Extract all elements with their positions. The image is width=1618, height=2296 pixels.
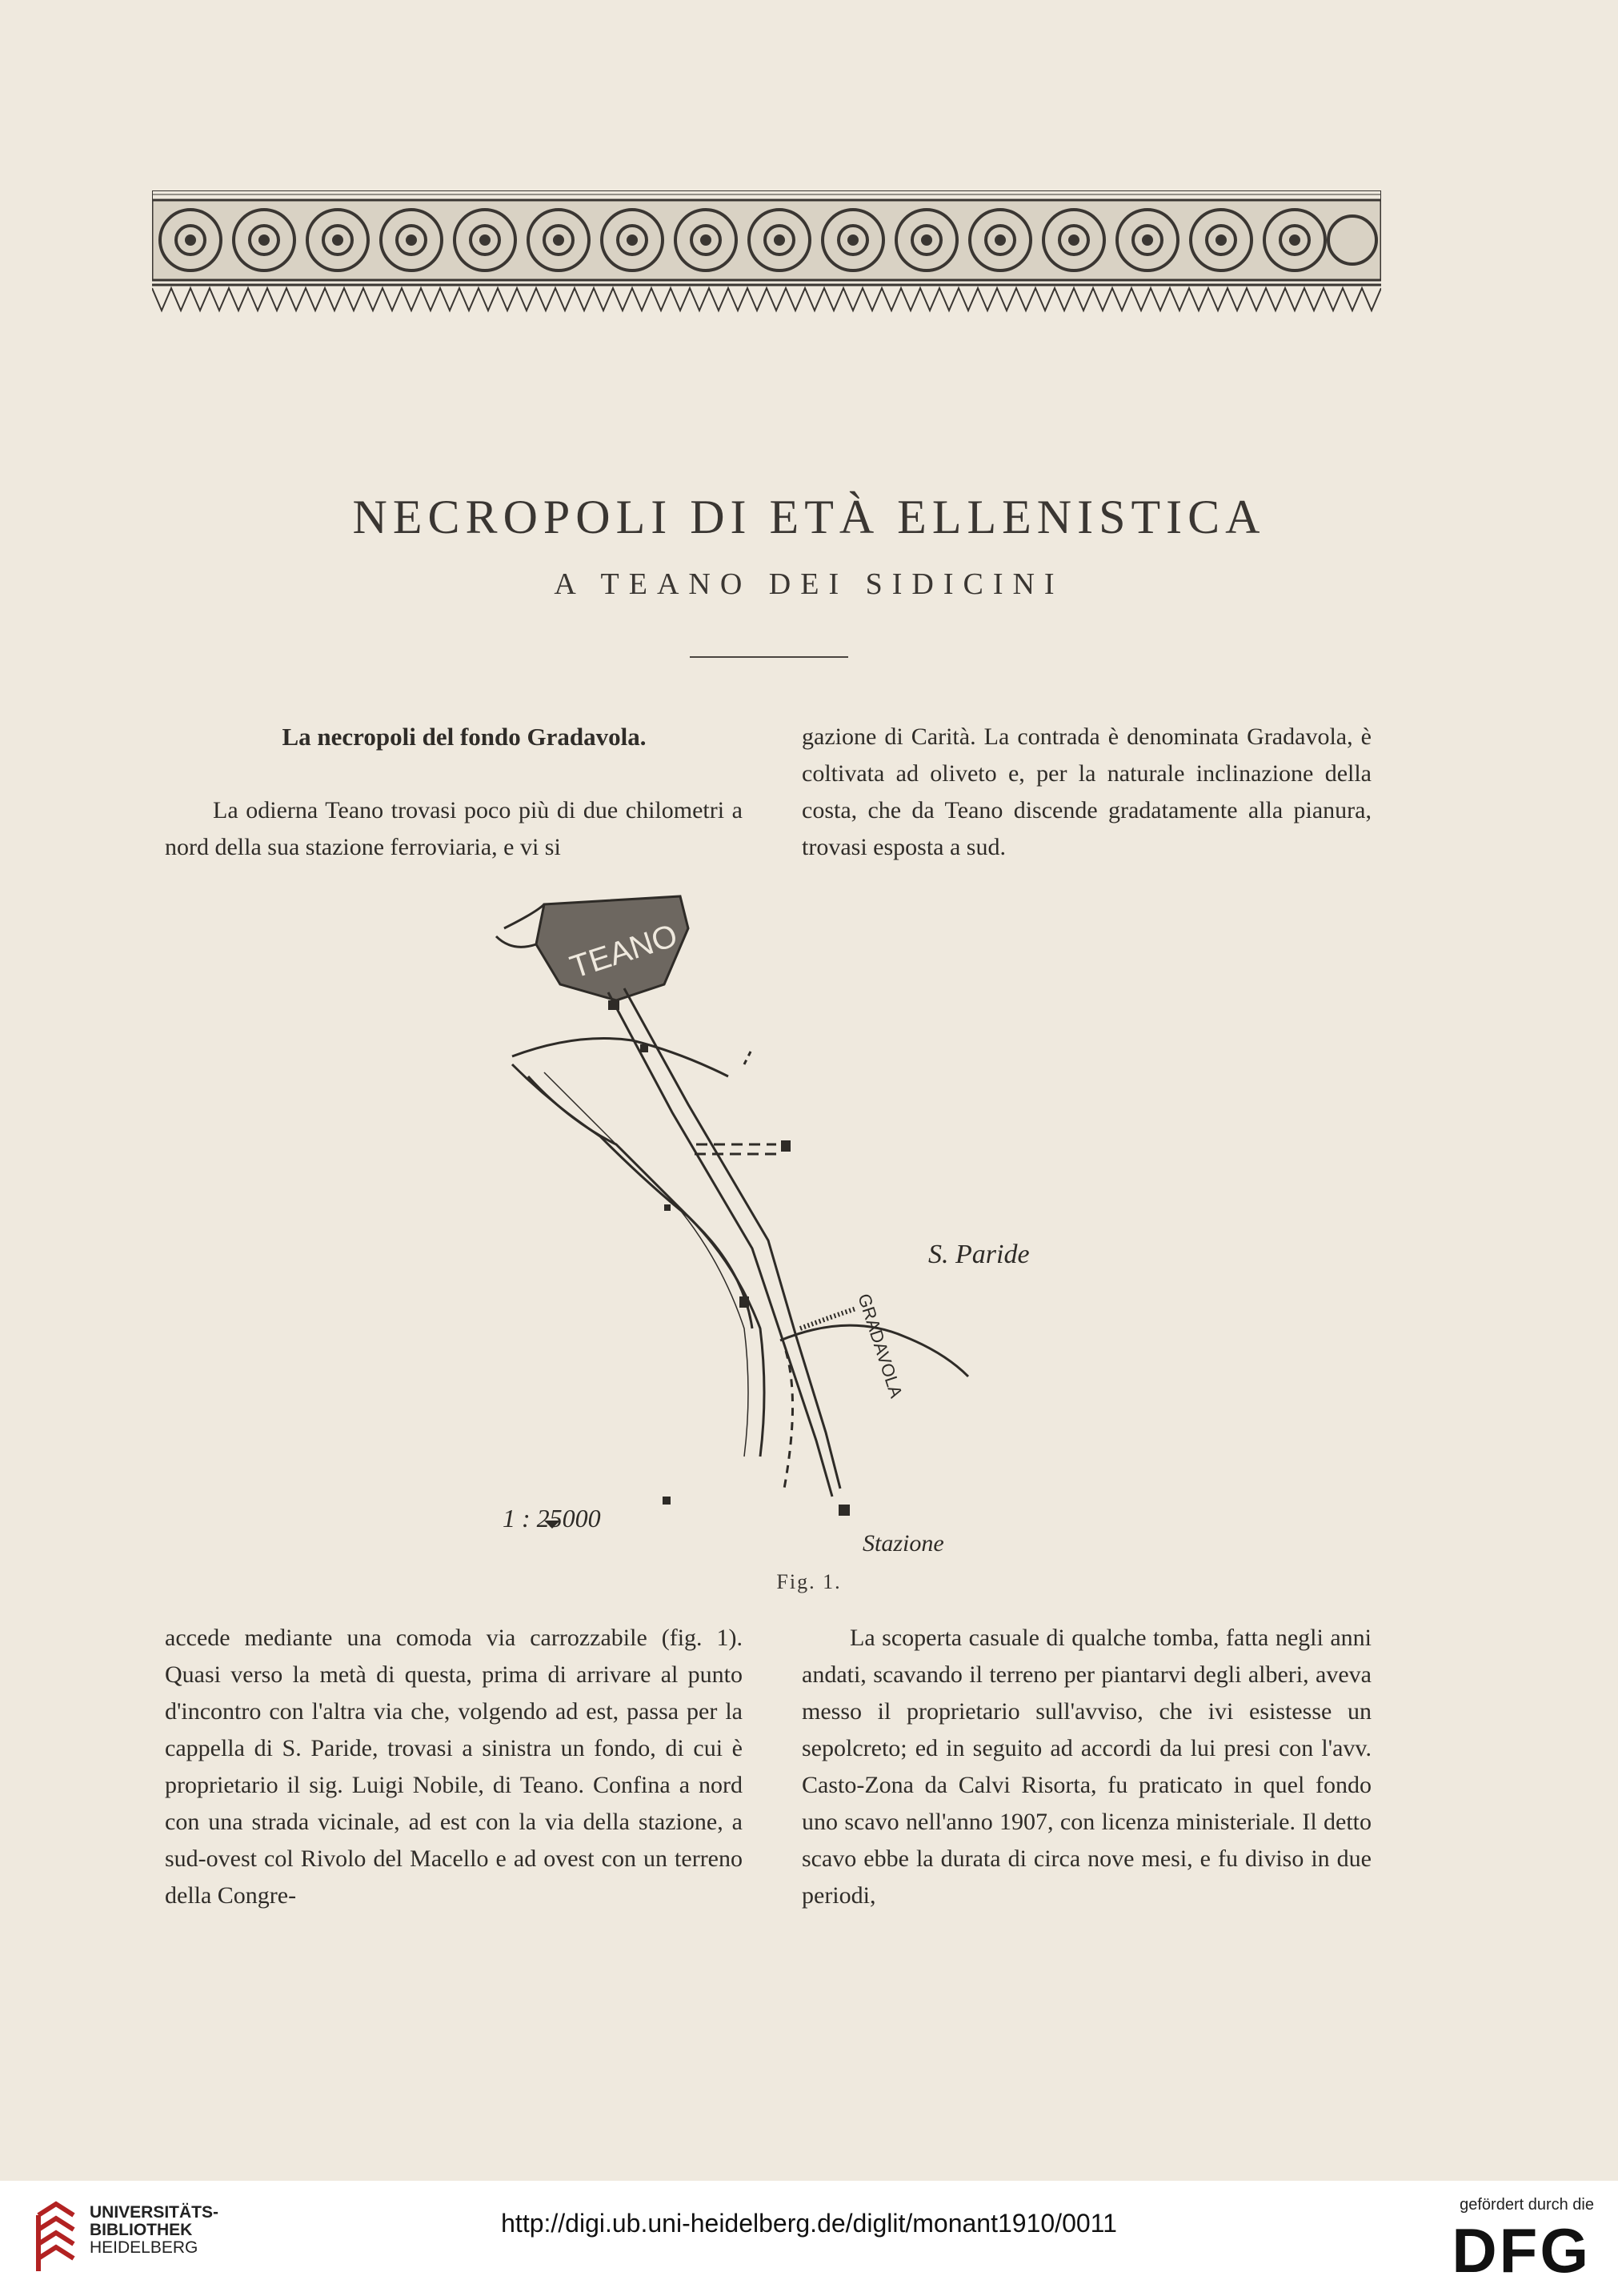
library-line-2: BIBLIOTHEK	[90, 2221, 193, 2239]
figure-caption: Fig. 1.	[776, 1570, 842, 1593]
dfg-logo: DFG	[1452, 2215, 1591, 2286]
right-column-top	[802, 719, 1372, 866]
map-label-scale: 1 : 25000	[503, 1504, 601, 1533]
paragraph-right-top: gazione di Carità. La contrada è denominata Gradavola, è coltivata ad oliveto e, per la naturale inclinazione della costa, che da Teano discende gradatamente alla pianura, trovasi esposta a sud.	[802, 723, 1372, 860]
permalink-url[interactable]: http://digi.ub.uni-heidelberg.de/diglit/monant1910/0011	[501, 2209, 1117, 2238]
library-line-3: HEIDELBERG	[90, 2238, 198, 2257]
library-line-1: UNIVERSITÄTS-	[90, 2203, 219, 2222]
page-title: NECROPOLI DI ETÀ ELLENISTICA	[352, 491, 1266, 543]
ornamental-header-band	[152, 190, 1381, 319]
map-label-chapel: S. Paride	[928, 1240, 1030, 1269]
section-heading: La necropoli del fondo Gradavola.	[282, 723, 647, 751]
left-column-top	[165, 719, 743, 866]
map-label-station: Stazione	[863, 1530, 944, 1557]
map-label-area: GRADAVOLA	[854, 1291, 907, 1400]
title-divider	[690, 656, 848, 658]
paragraph-left-bottom: accede mediante una comoda via carrozzabile (fig. 1). Quasi verso la metà di questa, prima di arrivare al punto d'incontro con l'altra via che, volgendo ad est, passa per la cappella di S. Paride, trovasi a sinistra un fondo, di cui è proprietario il sig. Luigi Nobile, di Teano. Confina a nord con una strada vicinale, ad est con la via della stazione, a sud-ovest col Rivolo del Macello e ad ovest con un terreno della Congre-	[165, 1625, 743, 1909]
map-figure	[480, 880, 1056, 1569]
viewer-footer	[0, 2181, 1618, 2296]
paragraph-left-top: La odierna Teano trovasi poco più di due chilometri a nord della sua stazione ferroviaria, e vi si	[165, 797, 743, 860]
paragraph-right-bottom: La scoperta casuale di qualche tomba, fatta negli anni andati, scavando il terreno per piantarvi degli alberi, aveva messo il proprietario sull'avviso, che ivi esistesse un sepolcreto; ed in seguito ad accordi da lui presi con l'avv. Casto-Zona da Calvi Risorta, fu praticato in quel fondo uno scavo nell'anno 1907, con licenza ministeriale. Il detto scavo ebbe la durata di circa nove mesi, e fu diviso in due periodi,	[802, 1625, 1372, 1909]
right-column-bottom	[802, 1620, 1372, 1914]
funding-label: gefördert durch die	[1460, 2196, 1594, 2214]
page-subtitle: A TEANO DEI SIDICINI	[554, 567, 1064, 601]
left-column-bottom	[165, 1620, 743, 1914]
map-label-town: TEANO	[566, 917, 682, 986]
